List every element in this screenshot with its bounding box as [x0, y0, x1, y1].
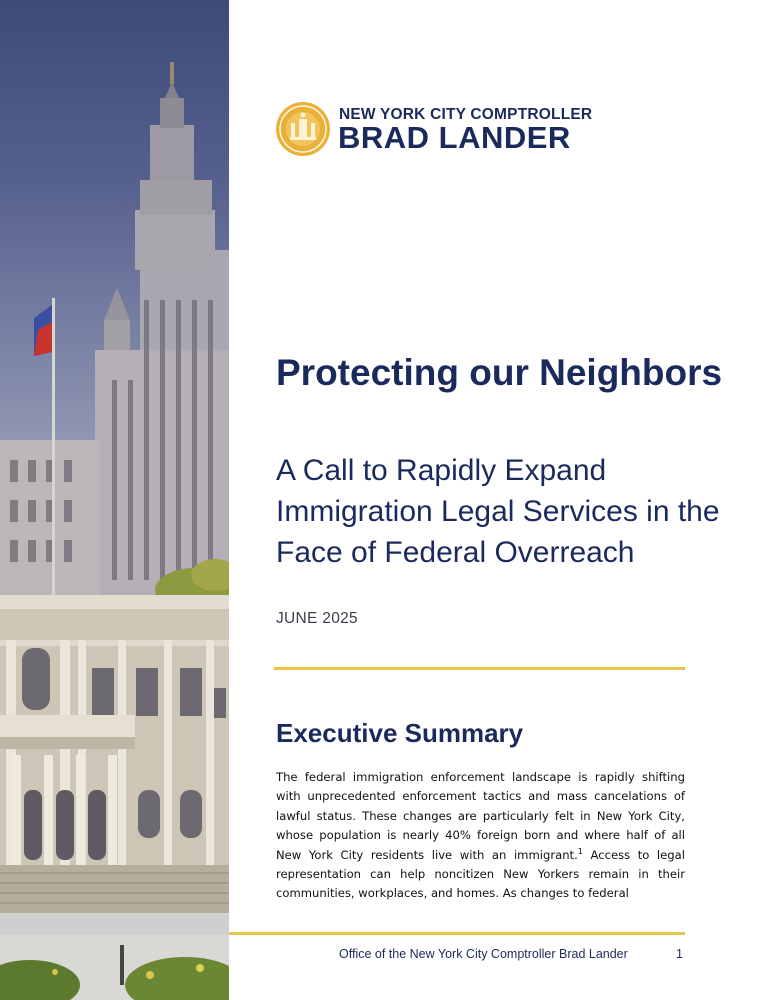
footnote-marker[interactable]: 1 — [577, 846, 583, 856]
municipal-building-illustration — [0, 0, 229, 1000]
footer-text: Office of the New York City Comptroller Brad Lander — [339, 947, 628, 961]
report-subtitle: A Call to Rapidly Expand Immigration Legal Services in the Face of Federal Overreach — [276, 454, 720, 569]
office-title: NEW YORK CITY COMPTROLLER — [339, 106, 593, 123]
report-title: Protecting our Neighbors — [276, 352, 723, 393]
nyc-seal-icon — [275, 101, 331, 157]
page-number: 1 — [676, 947, 683, 961]
divider-bottom — [229, 932, 685, 935]
summary-text-part-2: Access to legal representation can help noncitizen New Yorkers remain in their communities, workplaces, and homes. As changes to federal — [276, 847, 685, 901]
summary-text-part-1: The federal immigration enforcement landscape is rapidly shifting with unprecedented enforcement tactics and mass cancelations of lawful status. These changes are particularly felt in New York City, whose population is nearly 40% foreign born and where half of all New York City residents live with an immigrant. — [276, 770, 685, 862]
divider-top — [274, 667, 685, 670]
report-date: JUNE 2025 — [276, 610, 358, 627]
section-heading: Executive Summary — [276, 718, 524, 748]
summary-paragraph — [276, 768, 685, 904]
comptroller-name: BRAD LANDER — [338, 120, 571, 155]
cover-photo — [0, 0, 229, 1000]
